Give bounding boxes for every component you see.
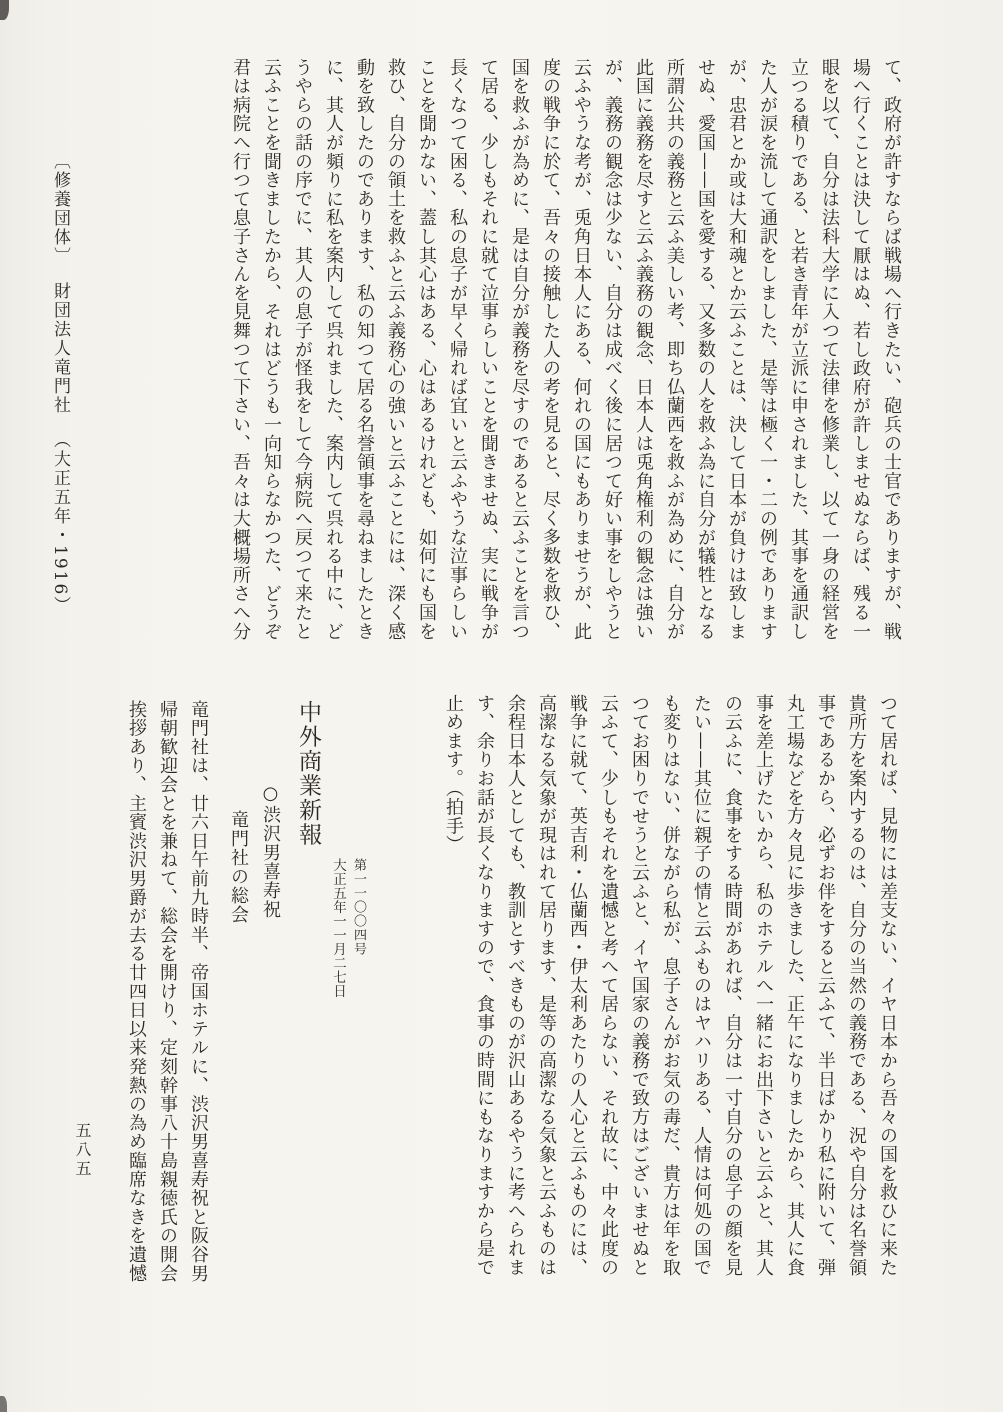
- text-column-line: 貴所方を案内するのは、自分の当然の義務である、況や自分は名誉領: [846, 694, 867, 1277]
- text-column-line: た人が涙を流して通訳をしました、是等は極く一・二の例であります: [757, 58, 778, 641]
- citation-issue-number: 第一一〇〇四号: [351, 858, 366, 956]
- running-head-organization: 財団法人竜門社: [50, 282, 70, 415]
- text-column-line: 事であるから、必ずお伴をすると云ふて、半日ばかり私に附いて、弾: [815, 694, 836, 1277]
- scan-artifact-top-left: [0, 0, 9, 20]
- text-column-line: たい——其位に親子の情と云ふものはヤハリある、人情は何処の国で: [691, 694, 712, 1277]
- page-number: 五八五: [73, 1122, 92, 1179]
- text-column-line: 国を救ふが為めに、是は自分が義務を尽すのであると云ふことを言つ: [509, 58, 530, 641]
- text-column-line: 長くなつて困る、私の息子が早く帰れば宜いと云ふやうな泣事らしい: [447, 58, 468, 641]
- text-column-line: の云ふに、食事をする時間があれば、自分は一寸自分の息子の顔を見: [722, 694, 743, 1277]
- citation-date: 大正五年一一月二七日: [330, 858, 346, 998]
- text-column-line: 竜門社は、廿六日午前九時半、帝国ホテルに、渋沢男喜寿祝と阪谷男: [188, 700, 209, 1283]
- text-column-line: 云ふて、少しもそれを遺憾と考へて居らない、それ故に、中々此度の: [598, 694, 619, 1277]
- text-column-line: 挨拶あり、主賓渋沢男爵が去る廿四日以来発熱の為め臨席なきを遺憾: [126, 700, 147, 1283]
- article-heading: ○渋沢男喜寿祝: [260, 783, 281, 919]
- text-column-line: ことを聞かない、蓋し其心はある、心はあるけれども、如何にも国を: [416, 58, 437, 641]
- text-column-line: 君は病院へ行つて息子さんを見舞つて下さい、吾々は大概場所さへ分: [230, 58, 251, 641]
- running-head-category: 〔修養団体〕: [50, 152, 70, 266]
- speech-text-block: [225, 58, 907, 641]
- text-column-line: 戦争に就て、英吉利・仏蘭西・伊太利あたりの人心と云ふものには、: [567, 694, 588, 1277]
- text-column-line: 動を致したのであります、私の知つて居る名誉領事を尋ねましたとき: [354, 58, 375, 641]
- text-column-line: も変りはない、併ながら私が、息子さんがお気の毒だ、貴方は年を取: [660, 694, 681, 1277]
- text-column-line: 場へ行くことは決して厭はぬ、若し政府が許しませぬならば、残る一: [850, 58, 871, 641]
- text-column-line: が、義務の観念は少ない、自分は成べく後に居つて好い事をしやうと: [602, 58, 623, 641]
- text-column-line: 所謂公共の義務と云ふ美しい考、即ち仏蘭西を救ふが為めに、自分が: [664, 58, 685, 641]
- scan-artifact-bottom-left: [0, 1396, 7, 1412]
- text-column-line: て居る、少しもそれに就て泣事らしいことを聞きませぬ、実に戦争が: [478, 58, 499, 641]
- text-column-line: 事を差上げたいから、私のホテルへ一緒にお出下さいと云ふと、其人: [753, 694, 774, 1277]
- text-column-line: 眼を以て、自分は法科大学に入つて法律を修業し、以て一身の経営を: [819, 58, 840, 641]
- text-column-line: 止めます。（拍手）: [443, 694, 464, 855]
- text-column-line: 立つる積りである、と若き青年が立派に申されました、其事を通訳し: [788, 58, 809, 641]
- running-head: [46, 152, 73, 615]
- text-column-line: 此国に義務を尽すと云ふ義務の観念、日本人は兎角権利の観念は強い: [633, 58, 654, 641]
- text-column-line: 余程日本人としても、教訓とすべきものが沢山あるやうに考へられま: [505, 694, 526, 1277]
- text-column-line: 度の戦争に於て、吾々の接触した人の考を見ると、尽く多数を救ひ、: [540, 58, 561, 641]
- text-column-line: 高潔なる気象が現はれて居ります、是等の高潔なる気象と云ふものは: [536, 694, 557, 1277]
- text-column-line: す、余りお話が長くなりますので、食事の時間にもなりますから是で: [474, 694, 495, 1277]
- text-column-line: 帰朝歓迎会とを兼ねて、総会を開けり、定刻幹事八十島親徳氏の開会: [157, 700, 178, 1283]
- text-column-line: 云ふやうな考が、兎角日本人にある、何れの国にもありませうが、此: [571, 58, 592, 641]
- text-column-line: に、其人が頻りに私を案内して呉れました、案内して呉れる中に、ど: [323, 58, 344, 641]
- article-paragraph-block: [121, 700, 214, 1283]
- text-column-line: つて居れば、見物には差支ない、イヤ日本から吾々の国を救ひに来た: [877, 694, 898, 1277]
- article-section-heading: 竜門社の総会: [228, 810, 249, 924]
- text-column-line: て、政府が許すならば戦場へ行きたい、砲兵の士官でありますが、戦: [881, 58, 902, 641]
- running-head-year: （大正五年・1916）: [50, 431, 70, 616]
- text-column-line: つてお困りでせうと云ふと、イヤ国家の義務で致方はございませぬと: [629, 694, 650, 1277]
- citation-source-title: 中外商業新報: [295, 700, 321, 847]
- text-column-line: 丸工場などを方々見に歩きました、正午になりましたから、其人に食: [784, 694, 805, 1277]
- text-column-line: せぬ、愛国——国を愛する、又多数の人を救ふ為に自分が犠牲となる: [695, 58, 716, 641]
- text-column-line: 云ふことを聞きましたから、それはどうも一向知らなかつた、どうぞ: [261, 58, 282, 641]
- speech-text-continued-block: [438, 694, 903, 1277]
- text-column-line: うやらの話の序でに、其人の息子が怪我をして今病院へ戻つて来たと: [292, 58, 313, 641]
- text-column-line: 救ひ、自分の領土を救ふと云ふ義務心の強いと云ふことには、深く感: [385, 58, 406, 641]
- text-column-line: が、忠君とか或は大和魂とか云ふことは、決して日本が負けは致しま: [726, 58, 747, 641]
